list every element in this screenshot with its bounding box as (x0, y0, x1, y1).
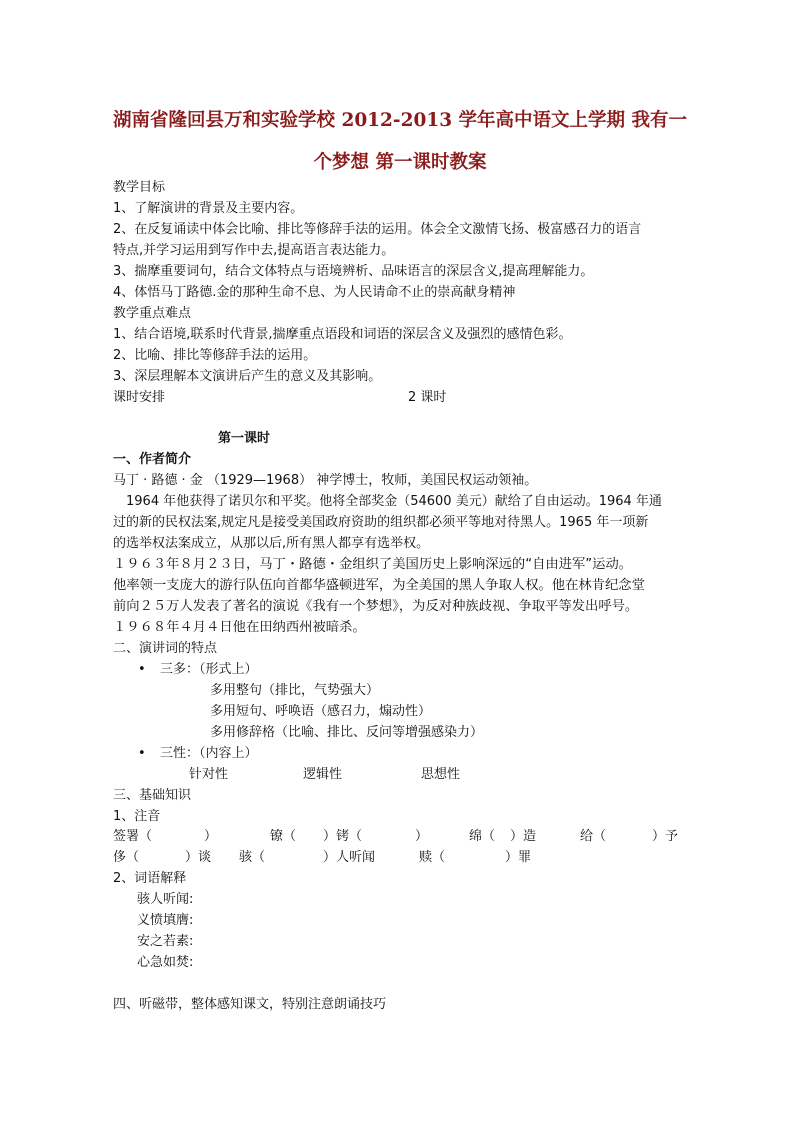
key-points-heading: 教学重点难点 (113, 306, 192, 321)
pinyin-blank: ） (204, 829, 218, 844)
term-item: 骇人听闻: (137, 892, 194, 907)
term-item: 安之若素: (137, 934, 194, 949)
pinyin-blank: ）人听闻 (323, 850, 376, 865)
lesson-title: 第一课时 (218, 431, 271, 446)
goal-item: 2、在反复诵读中体会比喻、排比等修辞手法的运用。体会全文激情飞扬、极富感召力的语言 (113, 222, 642, 237)
pinyin-blank: ）谈 (185, 850, 212, 865)
three-more-item: 多用修辞格（比喻、排比、反问等增强感染力） (210, 725, 484, 740)
three-more-item: 多用短句、呼唤语（感召力，煽动性） (210, 704, 432, 719)
three-nature-item: 针对性 (189, 767, 229, 782)
key-point-item: 2、比喻、排比等修辞手法的运用。 (113, 348, 317, 363)
author-line: 1964 年他获得了诺贝尔和平奖。他将全部奖金（54600 美元）献给了自由运动。1964 年通 (126, 494, 662, 509)
three-nature-label: 三性：（内容上） (160, 746, 258, 761)
section4-heading: 四、听磁带，整体感知课文，特别注意朗诵技巧 (113, 997, 387, 1012)
bullet-icon: • (138, 662, 146, 677)
pinyin-blank: 骇（ (239, 850, 266, 865)
document-title-line2: 个梦想 第一课时教案 (313, 152, 487, 173)
pinyin-blank: ）铐（ (323, 829, 363, 844)
pinyin-blank: 侈（ (113, 850, 140, 865)
author-line: １９６８年４月４日他在田纳西州被暗杀。 (113, 620, 366, 635)
author-line: 他率领一支庞大的游行队伍向首都华盛顿进军，为全美国的黑人争取人权。他在林肯纪念堂 (113, 578, 645, 593)
author-line: 的选举权法案成立，从那以后,所有黑人都享有选举权。 (113, 536, 430, 551)
author-line: 马丁 · 路德 · 金 （1929—1968） 神学博士，牧师，美国民权运动领袖。 (113, 473, 538, 488)
goal-item: 特点,并学习运用到写作中去,提高语言表达能力。 (113, 243, 395, 258)
term-item: 义愤填膺: (137, 913, 194, 928)
pinyin-blank: ）造 (510, 829, 537, 844)
author-line: 前向２５万人发表了著名的演说《我有一个梦想》，为反对种族歧视、争取平等发出呼号。 (113, 599, 639, 614)
pinyin-blank: 给（ (580, 829, 607, 844)
section3-heading: 三、基础知识 (113, 788, 192, 803)
document-title-line1: 湖南省隆回县万和实验学校 2012-2013 学年高中语文上学期 我有一 (113, 110, 687, 131)
author-line: 过的新的民权法案,规定凡是接受美国政府资助的组织都必须平等地对待黑人。1965 年一项新 (113, 515, 649, 530)
goal-item: 1、了解演讲的背景及主要内容。 (113, 201, 304, 216)
bullet-icon: • (138, 746, 146, 761)
key-point-item: 3、深层理解本文演讲后产生的意义及其影响。 (113, 369, 382, 384)
three-more-item: 多用整句（排比，气势强大） (210, 683, 380, 698)
schedule-label: 课时安排 (113, 390, 166, 405)
pinyin-blank: 赎（ (419, 850, 446, 865)
goal-item: 3、揣摩重要词句，结合文体特点与语境辨析、品味语言的深层含义,提高理解能力。 (113, 264, 594, 279)
pinyin-blank: 镣（ (270, 829, 297, 844)
author-line: １９６３年８月２３日，马丁・路德・金组织了美国历史上影响深远的“自由进军”运动。 (113, 557, 633, 572)
section1-heading: 一、作者简介 (113, 452, 192, 467)
pinyin-blank: ）予 (652, 829, 679, 844)
schedule-value: 2 课时 (408, 390, 447, 405)
pinyin-blank: 绵（ (469, 829, 496, 844)
three-nature-item: 逻辑性 (303, 767, 343, 782)
goal-item: 4、体悟马丁路德.金的那种生命不息、为人民请命不止的崇高献身精神 (113, 285, 516, 300)
pinyin-blank: ）罪 (505, 850, 532, 865)
pinyin-subheading: 1、注音 (113, 809, 161, 824)
section2-heading: 二、演讲词的特点 (113, 641, 218, 656)
key-point-item: 1、结合语境,联系时代背景,揣摩重点语段和词语的深层含义及强烈的感情色彩。 (113, 327, 572, 342)
terms-subheading: 2、词语解释 (113, 871, 187, 886)
goals-heading: 教学目标 (113, 180, 166, 195)
three-more-label: 三多：（形式上） (160, 662, 258, 677)
three-nature-item: 思想性 (421, 767, 461, 782)
pinyin-blank: ） (415, 829, 429, 844)
pinyin-blank: 签署（ (113, 829, 153, 844)
term-item: 心急如焚: (137, 955, 194, 970)
